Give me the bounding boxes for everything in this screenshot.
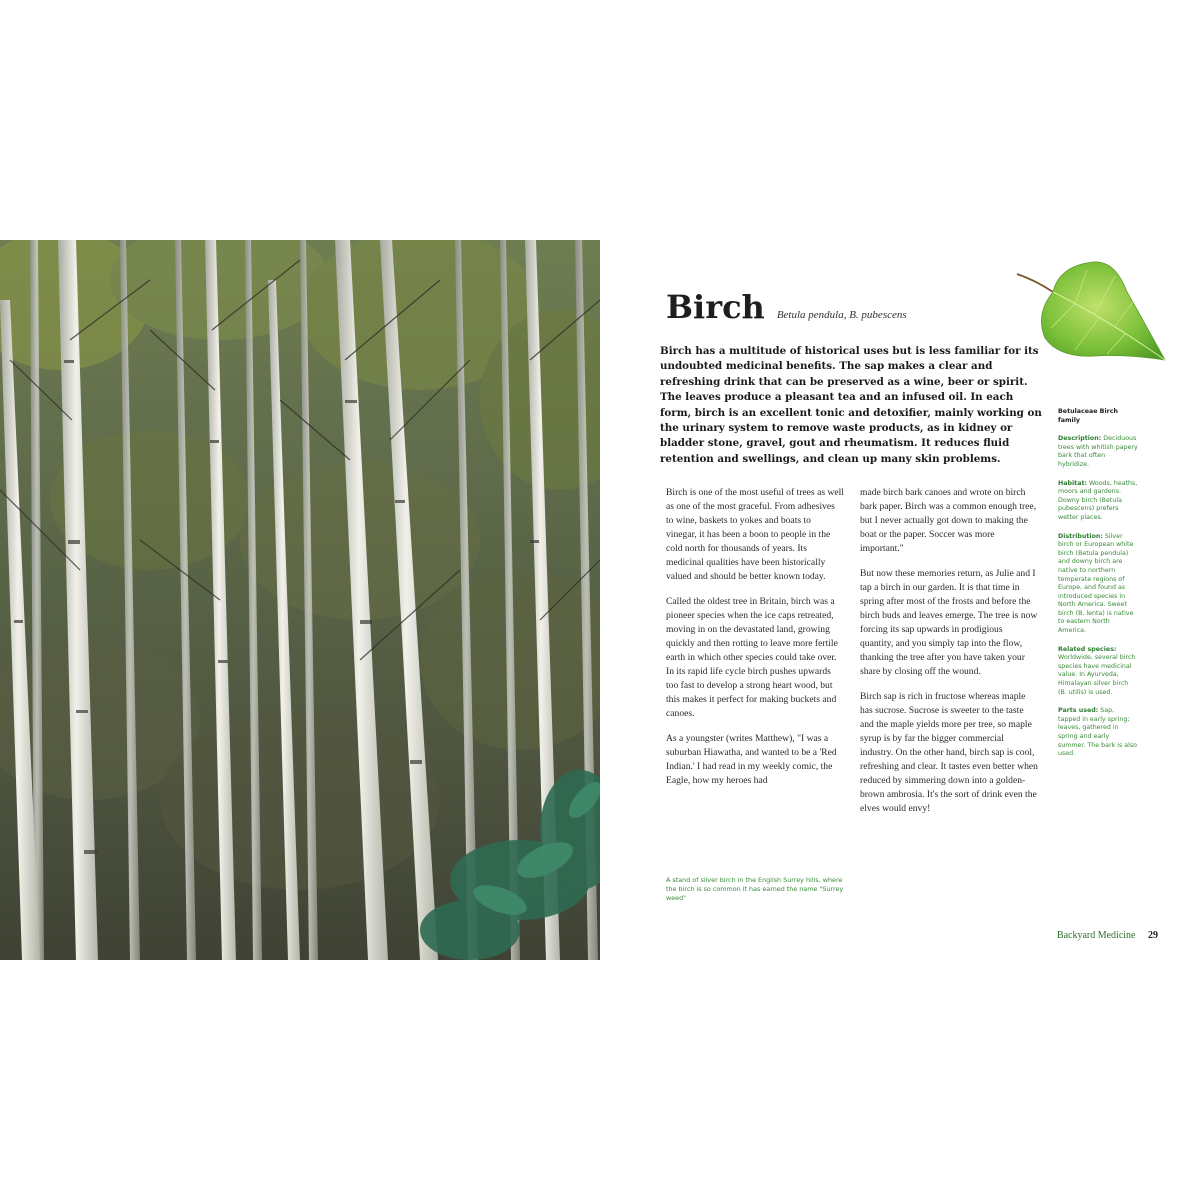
body-paragraph: As a youngster (writes Matthew), "I was a suburban Hiawatha, and wanted to be a 'Red Indian.' I had read in my weekly comic, the Eagle, how my heroes had: [666, 733, 837, 786]
body-paragraph: made birch bark canoes and wrote on birch bark paper. Birch was a common enough tree, but I never actually got down to making the boat or the paper. Soccer was more important.": [860, 487, 1037, 554]
sidebar-label: Parts used:: [1058, 707, 1099, 715]
birch-forest-photo: [0, 240, 600, 960]
body-paragraph: But now these memories return, as Julie and I tap a birch in our garden. It is that time in spring after most of the frosts and before the birch buds and leaves emerge. The tree is now forcing its sap upwards in prodigious quantity, and you simply tap into the flow, thanking the tree after you have taken your share by closing off the wound.: [860, 568, 1038, 677]
sidebar-section: [1058, 707, 1138, 759]
sidebar-text: Woods, heaths, moors and gardens. Downy birch (Betula pubescens) prefers wetter places.: [1058, 479, 1138, 521]
page-number: 29: [1148, 930, 1158, 941]
body-paragraph: Birch is one of the most useful of trees as well as one of the most graceful. From adhesives to wine, baskets to yokes and boats to vinegar, it has been a boon to people in the cold north for thousands of years. Its medicinal qualities have been historically valued and should be better known today.: [666, 487, 844, 582]
book-spread: [0, 240, 1200, 960]
text-page: [600, 240, 1200, 960]
body-paragraph: Called the oldest tree in Britain, birch was a pioneer species when the ice caps retreated, moving in on the devastated land, growing quickly and then rotting to leave more fertile earth in which other species could take over. In its rapid life cycle birch pushes upwards too fast to develop a strong heart wood, but this makes it perfect for making buckets and canoes.: [666, 596, 838, 719]
sidebar-label: Habitat:: [1058, 479, 1087, 487]
sidebar-section: [1058, 435, 1138, 469]
sidebar-text: Silver birch or European white birch (Betula pendula) and downy birch are native to northern temperate regions of Europe, and found as introduced species in North America. Sweet birch (B. lenta) is native to eastern North America.: [1058, 532, 1134, 635]
sidebar-label: Description:: [1058, 435, 1102, 443]
sidebar-text: Sap, tapped in early spring; leaves, gathered in spring and early summer. The bark is also used.: [1058, 707, 1138, 758]
page-footer: [1057, 930, 1158, 941]
fact-sidebar: [1058, 408, 1138, 769]
sidebar-section: [1058, 646, 1138, 698]
sidebar-text: Deciduous trees with whitish papery bark that often hybridize.: [1058, 435, 1138, 468]
page-title: Birch: [666, 288, 765, 326]
latin-name: Betula pendula, B. pubescens: [776, 309, 907, 321]
heading: [666, 288, 907, 326]
sidebar-label: Related species:: [1058, 645, 1117, 653]
sidebar-text: Worldwide, several birch species have medicinal value. In Ayurveda, Himalayan silver birch (B. utilis) is used.: [1058, 654, 1136, 696]
sidebar-section: [1058, 480, 1138, 523]
family-name: Betulaceae Birch family: [1058, 408, 1118, 424]
sidebar-section: [1058, 533, 1138, 636]
running-footer-title: Backyard Medicine: [1056, 930, 1136, 941]
body-paragraph: Birch sap is rich in fructose whereas maple has sucrose. Sucrose is sweeter to the taste and the maple yields more per tree, so maple syrup is by far the bigger commercial industry. On the other hand, birch sap is cool, refreshing and clear. It tastes even better when reduced by simmering down into a golden-brown ambrosia. It's the sort of drink even the elves would envy!: [860, 691, 1038, 814]
sidebar-label: Distribution:: [1058, 532, 1103, 540]
body-column-2: [860, 486, 1038, 827]
photo-caption: A stand of silver birch in the English Surrey hills, where the birch is so common it has earned the name "Surrey weed": [666, 876, 844, 902]
body-column-1: [666, 486, 844, 799]
intro-paragraph: Birch has a multitude of historical uses but is less familiar for its undoubted medicinal benefits. The sap makes a clear and refreshing drink that can be preserved as a wine, beer or spirit. The leaves produce a pleasant tea and an infused oil. In each form, birch is an excellent tonic and detoxifier, mainly working on the urinary system to remove waste products, as in kidney or bladder stone, gravel, gout and rheumatism. It reduces fluid retention and swellings, and clean up many skin problems.: [660, 345, 1042, 465]
